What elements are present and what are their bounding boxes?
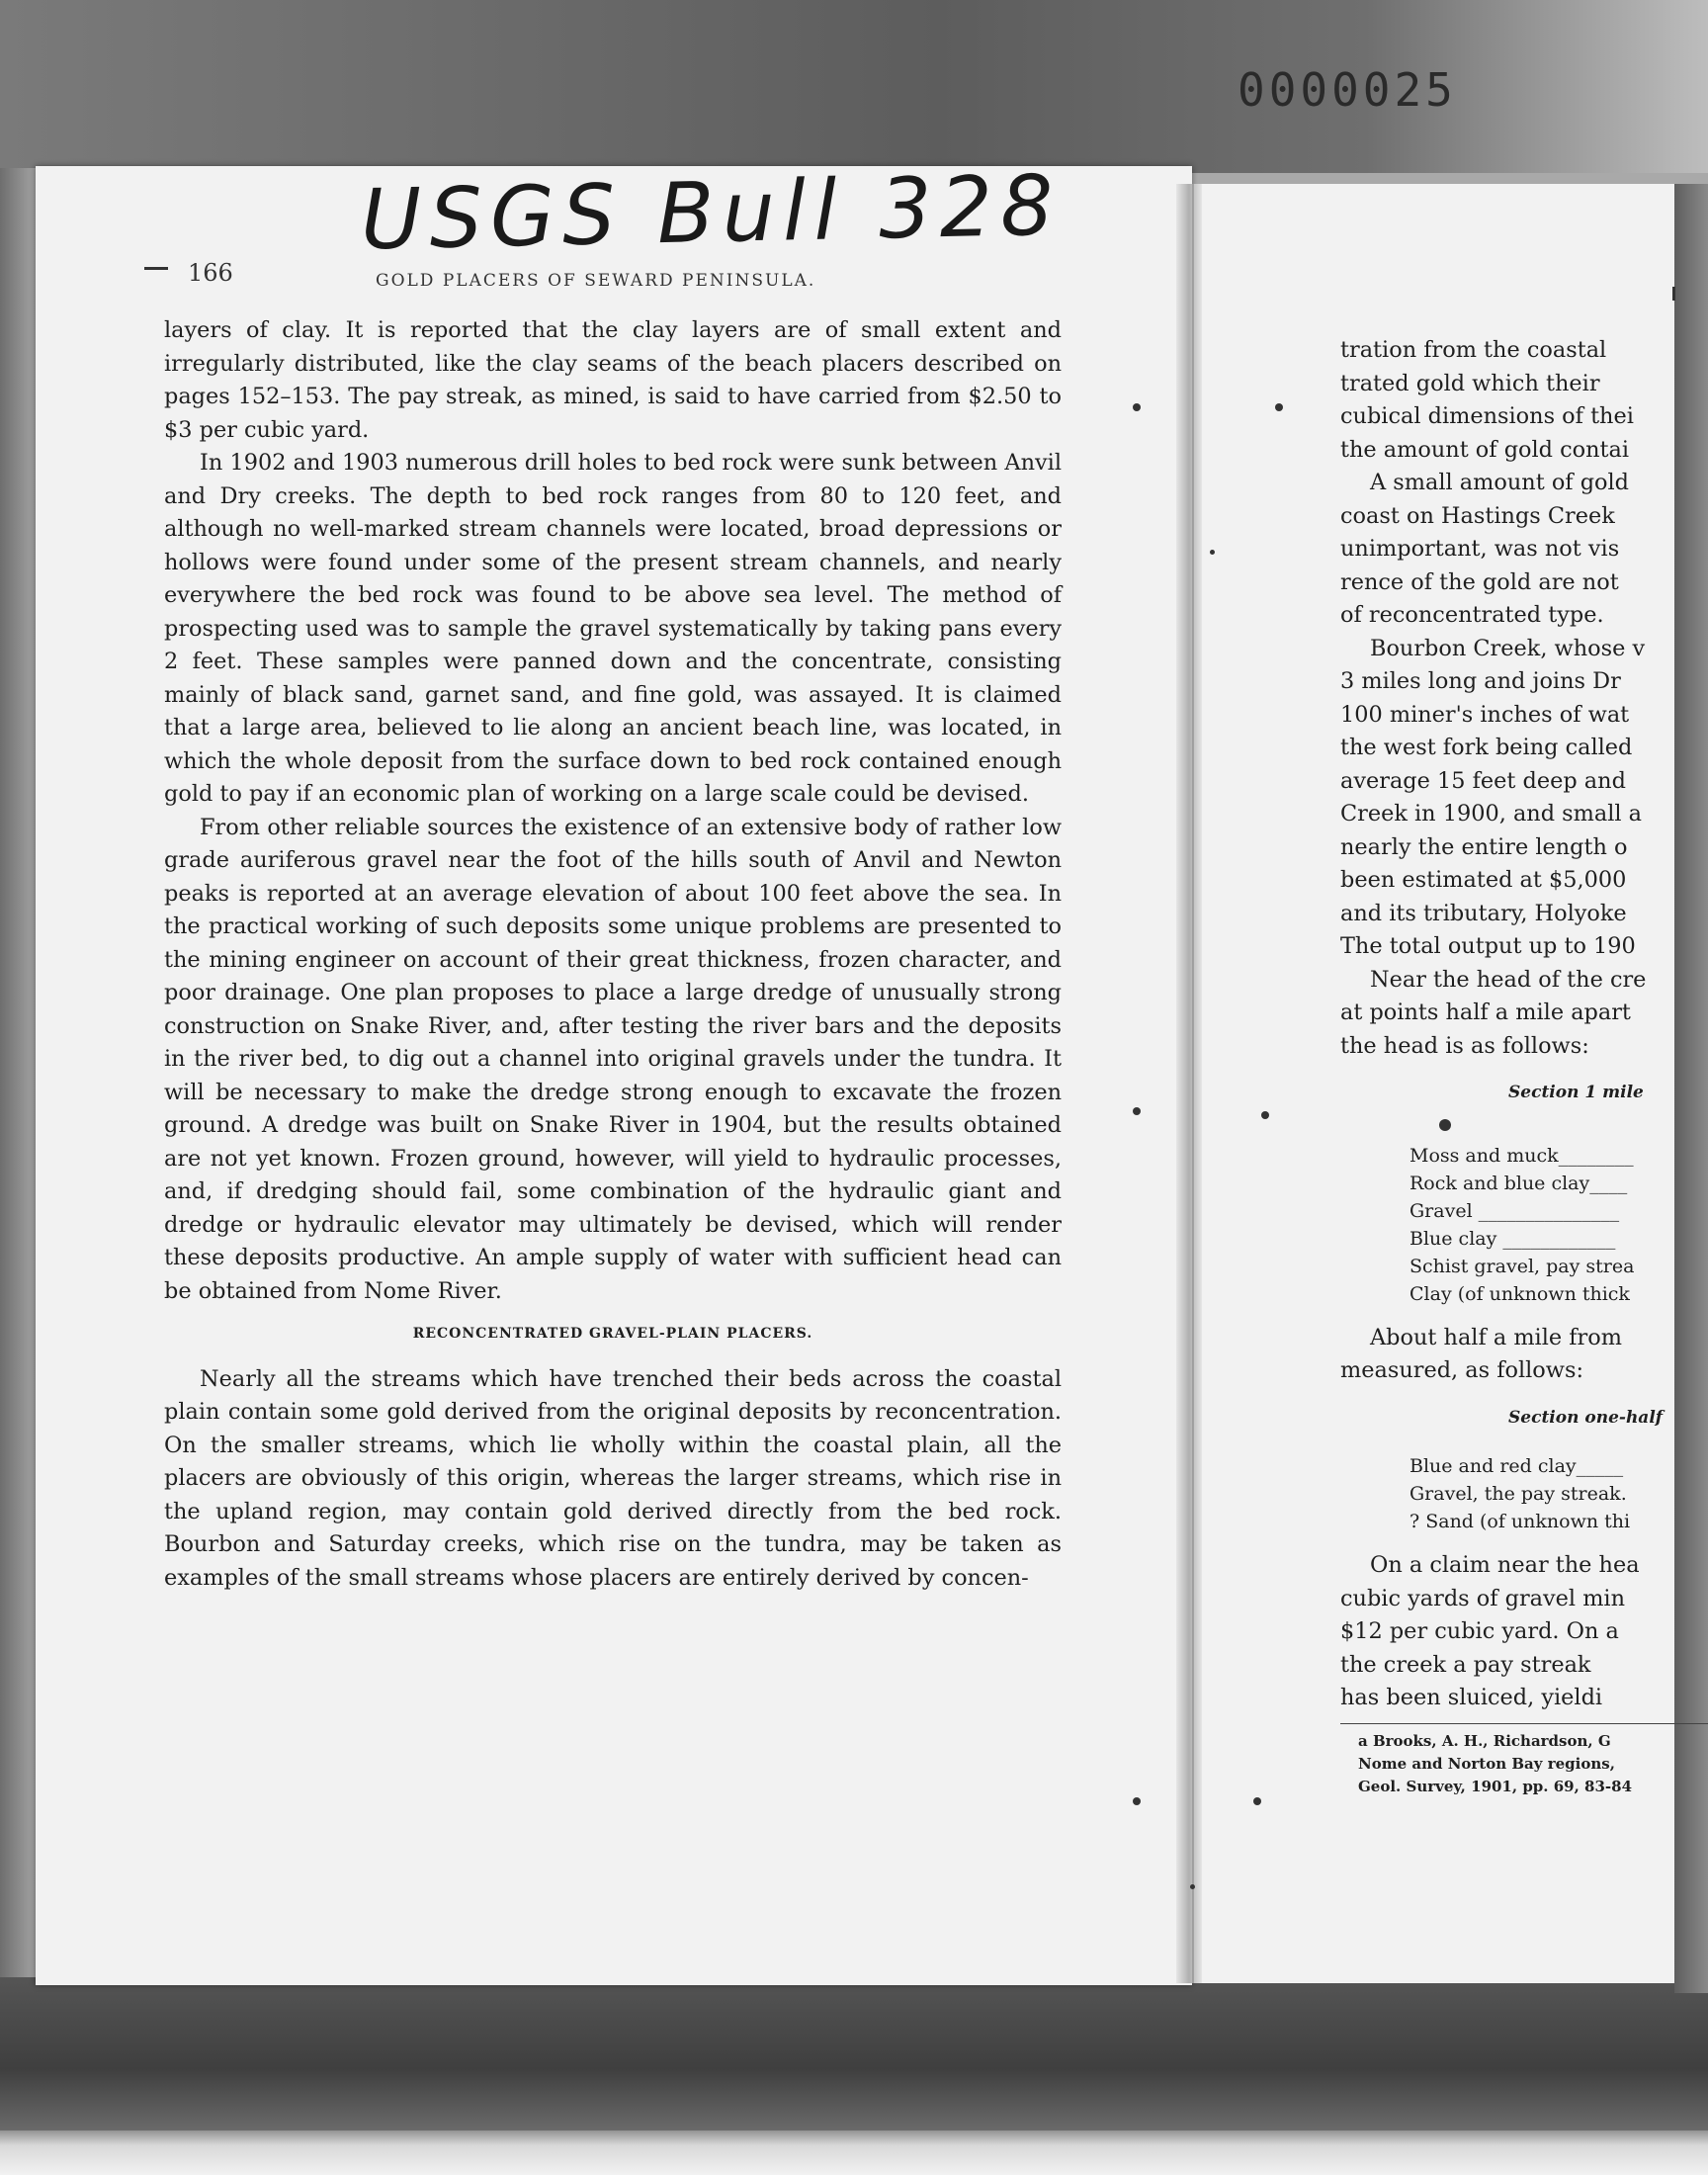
section-row: Blue clay ____________ [1409, 1227, 1616, 1250]
section-row: Clay (of unknown thick [1409, 1282, 1630, 1305]
section-row: Blue and red clay_____ [1409, 1455, 1624, 1477]
text-line: and its tributary, Holyoke [1340, 900, 1627, 926]
section-title: Section one-half [1508, 1407, 1664, 1428]
text-line: Near the head of the cre [1370, 966, 1647, 993]
text-line: A small amount of gold [1370, 470, 1630, 495]
text-line: the amount of gold contai [1340, 436, 1630, 463]
text-line: the west fork being called [1340, 735, 1633, 760]
text-line: at points half a mile apart [1340, 1000, 1631, 1025]
right-page-corner-mark [1672, 287, 1675, 301]
text-line: coast on Hastings Creek [1340, 502, 1615, 529]
section-title: Section 1 mile [1508, 1083, 1644, 1102]
scan-speck [1261, 1111, 1269, 1119]
scan-speck [1253, 1797, 1261, 1805]
left-column-text [164, 314, 1062, 1595]
scanner-left-edge [0, 168, 36, 1977]
text-line: unimportant, was not vis [1340, 536, 1620, 562]
footnote-line: Nome and Norton Bay regions, [1358, 1754, 1615, 1773]
scan-speck [1210, 550, 1215, 555]
scan-speck [1133, 1107, 1141, 1115]
text-line: Bourbon Creek, whose v [1370, 635, 1646, 661]
running-head: GOLD PLACERS OF SEWARD PENINSULA. [376, 271, 816, 291]
page-number: 166 [188, 259, 233, 287]
paragraph: layers of clay. It is reported that the clay layers are of small extent and irregularly distributed, like the clay seams of the beach placers described on pages 152–153. The pay streak, as mined, is said to have carried from $2.50 to $3 per cubic yard. [164, 317, 1062, 443]
paragraph: From other reliable sources the existence of an extensive body of rather low grade auriferous gravel near the foot of the hills south of Anvil and Newton peaks is reported at an average elevation of about 100 feet above the sea. In the practical working of such deposits some unique problems are presented to the mining engineer on account of their great thickness, frozen character, and poor drainage. One plan proposes to place a large dredge of unusually strong construction on Snake River, and, after testing the river bars and the deposits in the river bed, to dig out a channel into original gravels under the tundra. It will be necessary to make the dredge strong enough to excavate the frozen ground. A dredge was built on Snake River in 1904, but the results obtained are not yet known. Frozen ground, however, will yield to hydraulic processes, and, if dredging should fail, some combination of the hydraulic giant and dredge or hydraulic elevator may ultimately be devised, which will render these deposits productive. An ample supply of water with sufficient head can be obtained from Nome River. [164, 814, 1062, 1304]
text-line: has been sluiced, yieldi [1340, 1685, 1603, 1710]
text-line: 3 miles long and joins Dr [1340, 668, 1621, 694]
text-line: On a claim near the hea [1370, 1552, 1640, 1578]
footnote-line: Geol. Survey, 1901, pp. 69, 83-84 [1358, 1777, 1633, 1795]
spacer [1340, 1535, 1676, 1549]
section-row: Schist gravel, pay strea [1409, 1255, 1635, 1277]
stamp-number: 0000025 [1238, 63, 1457, 117]
scan-speck [1190, 1884, 1195, 1889]
text-line: trated gold which their [1340, 370, 1600, 396]
text-line: cubic yards of gravel min [1340, 1585, 1626, 1611]
text-line: measured, as follows: [1340, 1357, 1583, 1383]
section-heading: RECONCENTRATED GRAVEL-PLAIN PLACERS. [412, 1326, 813, 1342]
text-line: of reconcentrated type. [1340, 602, 1604, 628]
spacer [1340, 1308, 1676, 1322]
margin-dash [144, 267, 168, 270]
book-gutter [1176, 184, 1202, 1983]
paragraph: In 1902 and 1903 numerous drill holes to bed rock were sunk between Anvil and Dry creeks. The depth to bed rock ranges from 80 to 120 feet, and although no well-marked stream channels were located, broad depressions or hollows were found under some of the present stream channels, and nearly everywhere the bed rock was found to be above sea level. The method of prospecting used was to sample the gravel systematically by taking pans every 2 feet. These samples were panned down and the concentrate, consisting mainly of black sand, garnet sand, and fine gold, was assayed. It is claimed that a large area, believed to lie along an ancient beach line, was located, in which the whole deposit from the surface down to bed rock contained enough gold to pay if an economic plan of working on a large scale could be devised. [164, 450, 1062, 807]
text-line: rence of the gold are not [1340, 568, 1619, 595]
scan-speck [1133, 403, 1141, 411]
text-line: About half a mile from [1370, 1324, 1622, 1350]
spacer [1340, 1128, 1676, 1142]
scanner-right-edge [1674, 184, 1708, 1993]
text-line: the head is as follows: [1340, 1032, 1589, 1059]
section-row: Moss and muck________ [1409, 1144, 1634, 1167]
text-line: tration from the coastal [1340, 337, 1607, 363]
section-row: ? Sand (of unknown thi [1409, 1511, 1631, 1532]
text-line: the creek a pay streak [1340, 1651, 1591, 1678]
text-line: Creek in 1900, and small a [1340, 801, 1643, 826]
text-line: been estimated at $5,000 [1340, 867, 1627, 893]
text-line: nearly the entire length o [1340, 833, 1628, 860]
footnote-rule [1340, 1723, 1708, 1724]
footnote-line: a Brooks, A. H., Richardson, G [1358, 1731, 1611, 1750]
paragraph: Nearly all the streams which have trenched their beds across the coastal plain contain some gold derived from the original deposits by reconcentration. On the smaller streams, which lie wholly within the coastal plain, all the placers are obviously of this origin, whereas the larger streams, which rise in the upland region, may contain gold derived directly from the bed rock. Bourbon and Saturday creeks, which rise on the tundra, may be taken as examples of the small streams whose placers are entirely derived by concen- [164, 1365, 1062, 1591]
right-column-text [1340, 334, 1676, 1798]
section-row: Rock and blue clay____ [1409, 1172, 1628, 1194]
scan-speck [1275, 403, 1283, 411]
text-line: $12 per cubic yard. On a [1340, 1618, 1619, 1644]
text-line: The total output up to 190 [1340, 933, 1636, 959]
scan-speck [1439, 1119, 1451, 1131]
section-row: Gravel _______________ [1409, 1199, 1620, 1222]
text-line: 100 miner's inches of wat [1340, 701, 1630, 728]
handwritten-note: USGS Bull 328 [360, 156, 1063, 269]
scanner-dark-bottom [0, 1977, 1708, 2131]
section-row: Gravel, the pay streak. [1409, 1483, 1627, 1505]
text-line: cubical dimensions of thei [1340, 403, 1634, 429]
scan-speck [1133, 1797, 1141, 1805]
text-line: average 15 feet deep and [1340, 767, 1626, 794]
